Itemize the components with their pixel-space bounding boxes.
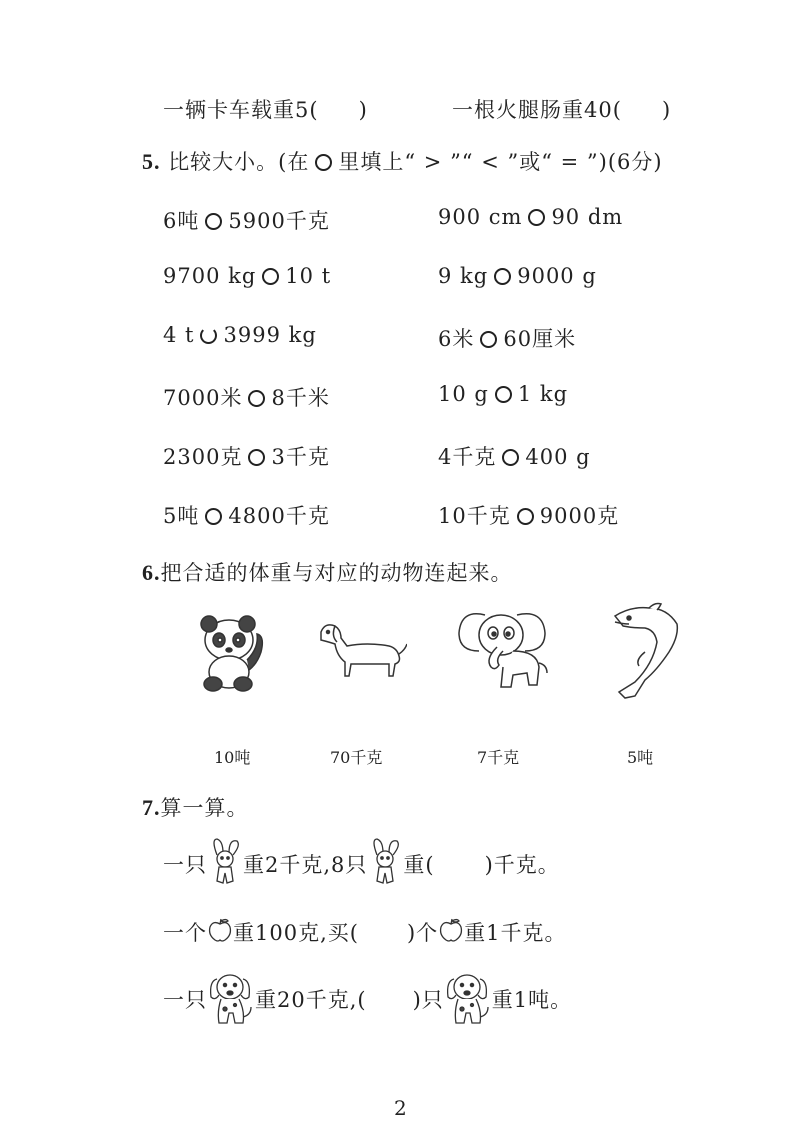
page-number: 2 bbox=[394, 1096, 407, 1120]
compare-item: 5吨 4800千克 bbox=[163, 504, 330, 528]
dog-icon bbox=[444, 967, 492, 1032]
compare-item: 10千克 9000克 bbox=[438, 504, 620, 528]
truck-question: 一辆卡车载重5( ) bbox=[163, 98, 368, 122]
weight-label[interactable]: 70千克 bbox=[330, 748, 383, 767]
compare-item: 900 cm 90 dm bbox=[438, 205, 624, 229]
compare-circle[interactable] bbox=[528, 209, 545, 226]
compare-circle[interactable] bbox=[480, 331, 497, 348]
compare-item: 4 t 3999 kg bbox=[163, 323, 317, 347]
weight-label[interactable]: 7千克 bbox=[477, 748, 520, 767]
compare-item: 6吨 5900千克 bbox=[163, 209, 330, 233]
circle-icon bbox=[315, 154, 332, 171]
dog-icon bbox=[207, 967, 255, 1032]
answer-blank[interactable]: ( ) bbox=[612, 98, 672, 122]
compare-item: 7000米 8千米 bbox=[163, 386, 330, 410]
compare-item: 2300克 3千克 bbox=[163, 445, 330, 469]
rabbit-icon bbox=[367, 837, 403, 892]
q7-apple-line: 一个 重100克,买( )个 重1千克。 bbox=[163, 914, 567, 950]
q6-heading: 6.把合适的体重与对应的动物连起来。 bbox=[142, 560, 513, 585]
compare-item: 4千克 400 g bbox=[438, 445, 591, 469]
apple-icon bbox=[438, 917, 464, 948]
q7-rabbit-line: 一只 重2千克,8只 重( )千克。 bbox=[163, 838, 560, 890]
dachshund-icon[interactable] bbox=[317, 618, 407, 682]
elephant-icon[interactable] bbox=[455, 605, 551, 695]
compare-circle[interactable] bbox=[262, 268, 279, 285]
rabbit-icon bbox=[207, 837, 243, 892]
compare-circle[interactable] bbox=[502, 449, 519, 466]
compare-circle[interactable] bbox=[495, 386, 512, 403]
compare-circle[interactable] bbox=[200, 327, 217, 344]
answer-blank[interactable]: ( ) bbox=[309, 98, 368, 122]
compare-item: 6米 60厘米 bbox=[438, 327, 577, 351]
compare-item: 9 kg 9000 g bbox=[438, 264, 597, 288]
compare-circle[interactable] bbox=[248, 449, 265, 466]
compare-circle[interactable] bbox=[248, 390, 265, 407]
q7-heading: 7.算一算。 bbox=[142, 795, 249, 820]
compare-item: 10 g 1 kg bbox=[438, 382, 569, 406]
apple-icon bbox=[207, 917, 233, 948]
compare-circle[interactable] bbox=[205, 508, 222, 525]
weight-label[interactable]: 10吨 bbox=[214, 748, 251, 767]
compare-circle[interactable] bbox=[494, 268, 511, 285]
compare-item: 9700 kg 10 t bbox=[163, 264, 332, 288]
q5-heading: 5. 比较大小。(在 里填上“ > ”“ < ”或“ = ”)(6分) bbox=[142, 149, 663, 174]
panda-icon[interactable] bbox=[195, 612, 270, 694]
q7-dog-line: 一只 重20千克,( )只 重1吨。 bbox=[163, 968, 572, 1030]
compare-circle[interactable] bbox=[205, 213, 222, 230]
sausage-question: 一根火腿肠重40( ) bbox=[452, 98, 672, 122]
dolphin-icon[interactable] bbox=[605, 602, 681, 700]
compare-circle[interactable] bbox=[517, 508, 534, 525]
weight-label[interactable]: 5吨 bbox=[627, 748, 654, 767]
